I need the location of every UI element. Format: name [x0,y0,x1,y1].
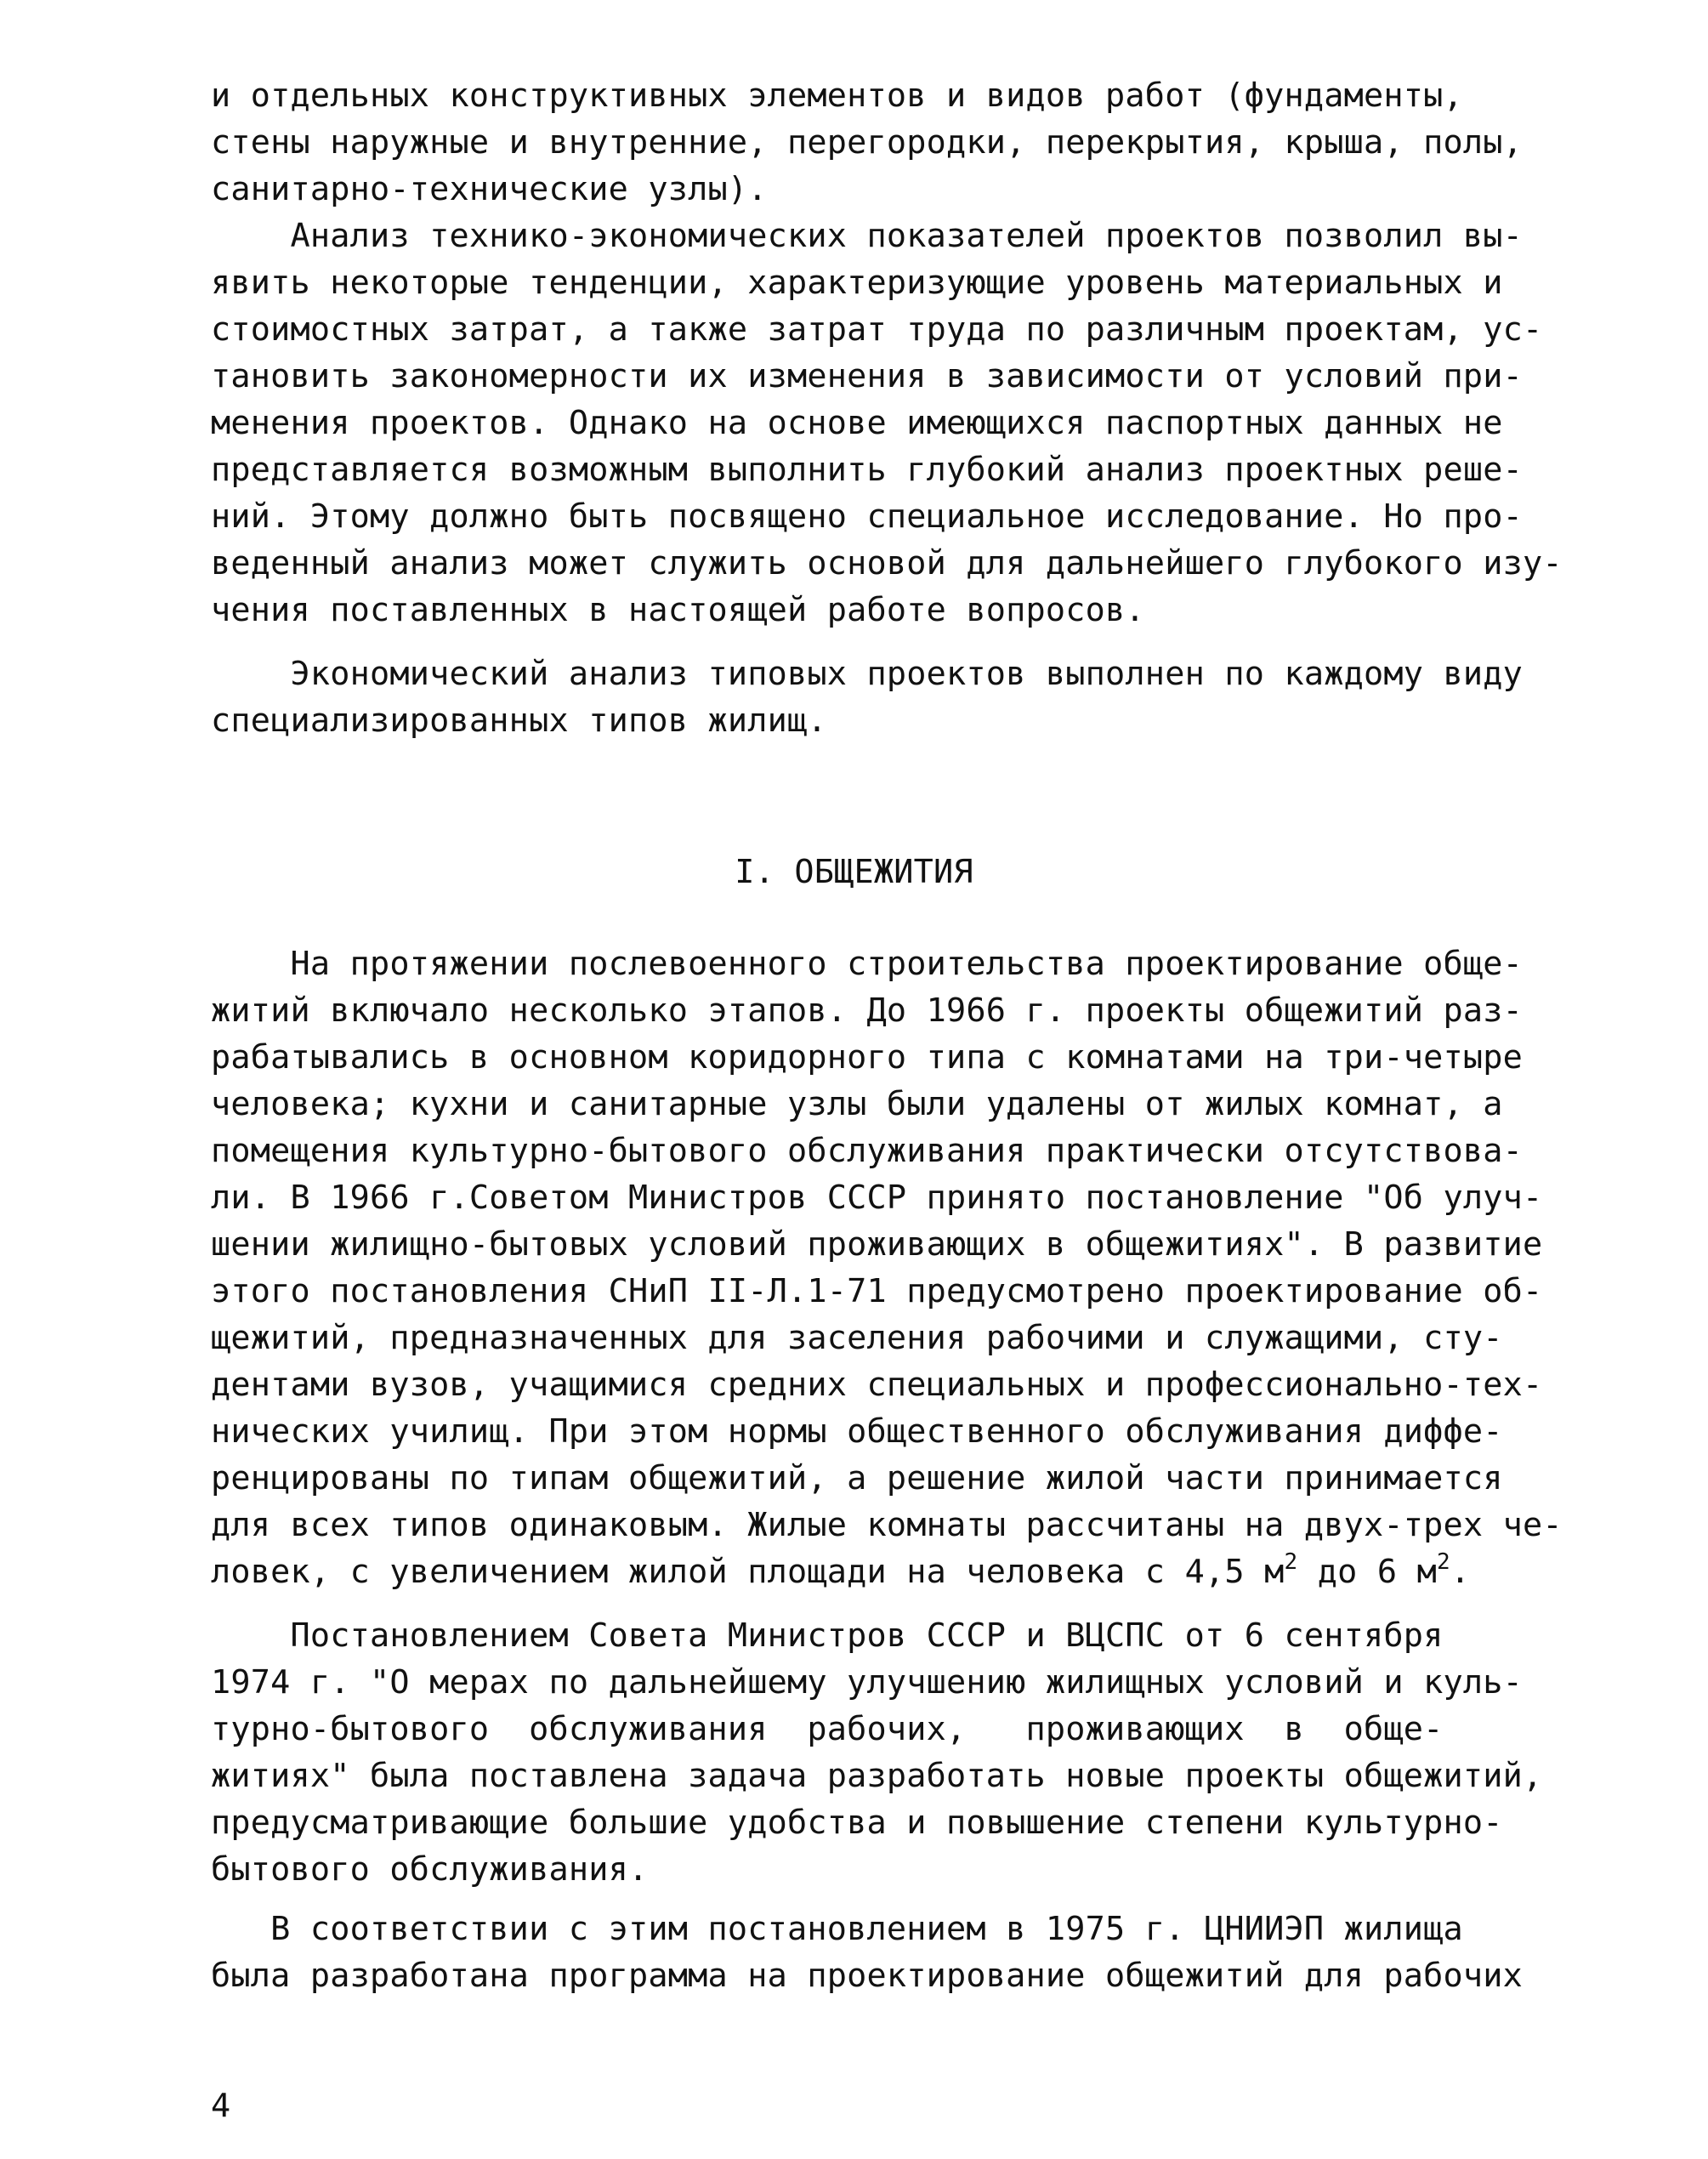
text-line: человека; кухни и санитарные узлы были удалены от жилых комнат, а [211,1085,1503,1123]
text-line: житиях" была поставлена задача разработать новые проекты общежитий, [211,1757,1543,1795]
text-line: была разработана программа на проектирование общежитий для рабочих [211,1957,1524,1995]
text-line: специализированных типов жилищ. [211,702,827,740]
text-line: чения поставленных в настоящей работе вопросов. [211,591,1145,629]
text-line: менения проектов. Однако на основе имеющихся паспортных данных не [211,404,1503,442]
text-line: для всех типов одинаковым. Жилые комнаты рассчитаны на двух-трех че- [211,1506,1563,1544]
text-line: санитарно-технические узлы). [211,170,768,208]
text-line: этого постановления СНиП II-Л.1-71 предусмотрено проектирование об- [211,1272,1543,1310]
text-line: дентами вузов, учащимися средних специальных и профессионально-тех- [211,1366,1543,1404]
page-number: 4 [211,2087,231,2125]
text-line: шении жилищно-бытовых условий проживающих в общежитиях". В развитие [211,1225,1543,1264]
text-line: предусматривающие большие удобства и повышение степени культурно- [211,1804,1503,1842]
area-line-suffix: . [1450,1553,1471,1591]
text-line: рабатывались в основном коридорного типа с комнатами на три-четыре [211,1038,1524,1077]
text-line: и отдельных конструктивных элементов и видов работ (фундаменты, [211,77,1463,115]
text-line: На протяжении послевоенного строительства проектирование обще- [211,945,1524,983]
area-line [211,1549,1471,1591]
text-line: 1974 г. "О мерах по дальнейшему улучшению жилищных условий и куль- [211,1663,1524,1702]
text-line: помещения культурно-бытового обслуживания практически отсутствова- [211,1132,1524,1170]
text-line: житий включало несколько этапов. До 1966 г. проекты общежитий раз- [211,991,1524,1030]
text-line: Экономический анализ типовых проектов выполнен по каждому виду [211,655,1524,693]
text-line: щежитий, предназначенных для заселения рабочими и служащими, сту- [211,1319,1503,1357]
text-line: стены наружные и внутренние, перегородки, перекрытия, крыша, полы, [211,123,1524,162]
text-line: тановить закономерности их изменения в зависимости от условий при- [211,357,1524,395]
text-line: ренцированы по типам общежитий, а решение жилой части принимается [211,1459,1503,1497]
text-line: стоимостных затрат, а также затрат труда по различным проектам, ус- [211,310,1543,349]
text-line: представляется возможным выполнить глубокий анализ проектных реше- [211,451,1524,489]
text-line: ний. Этому должно быть посвящено специальное исследование. Но про- [211,497,1524,536]
text-line: В соответствии с этим постановлением в 1975 г. ЦНИИЭП жилища [211,1910,1463,1948]
text-line: бытового обслуживания. [211,1850,649,1889]
text-line: веденный анализ может служить основой для дальнейшего глубокого изу- [211,544,1563,582]
superscript: 2 [1436,1549,1450,1575]
area-line-prefix: ловек, с увеличением жилой площади на человека с 4,5 м [211,1553,1285,1591]
text-line: Постановлением Совета Министров СССР и ВЦСПС от 6 сентября [211,1616,1444,1655]
text-line: нических училищ. При этом нормы общественного обслуживания диффе- [211,1412,1503,1451]
text-line: ли. В 1966 г.Советом Министров СССР принято постановление "Об улуч- [211,1179,1543,1217]
text-line: турно-бытового обслуживания рабочих, проживающих в обще- [211,1710,1444,1748]
superscript: 2 [1284,1549,1298,1575]
text-line: явить некоторые тенденции, характеризующие уровень материальных и [211,264,1503,302]
area-line-middle: до 6 м [1297,1553,1437,1591]
text-line: Анализ технико-экономических показателей проектов позволил вы- [211,217,1524,255]
section-heading: I. ОБЩЕЖИТИЯ [735,853,973,891]
